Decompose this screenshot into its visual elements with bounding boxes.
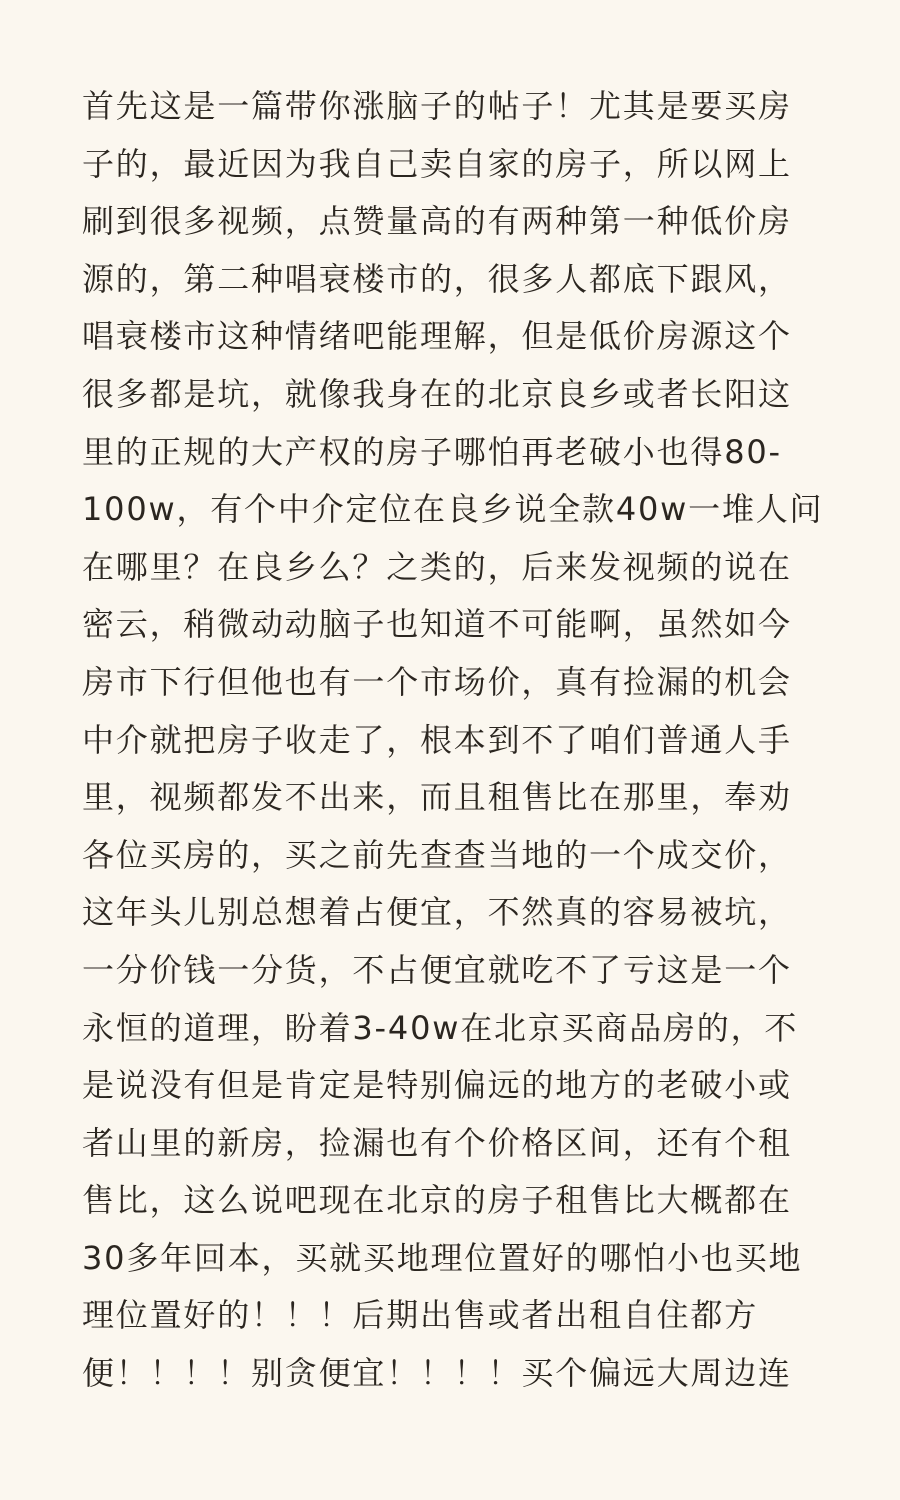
post-line: 源的，第二种唱衰楼市的，很多人都底下跟风， [82,259,792,298]
post-line: 是说没有但是肯定是特别偏远的地方的老破小或 [82,1066,792,1105]
post-line: 100w，有个中介定位在良乡说全款40w一堆人问 [82,490,824,529]
post-line: 首先这是一篇带你涨脑子的帖子！尤其是要买房 [82,87,792,125]
post-line: 30多年回本，买就买地理位置好的哪怕小也买地 [82,1238,803,1277]
post-line: 子的，最近因为我自己卖自家的房子，所以网上 [82,144,792,183]
post-line: 理位置好的！！！后期出售或者出租自住都方 [82,1296,759,1335]
post-line: 在哪里？在良乡么？之类的，后来发视频的说在 [82,547,792,586]
post-line: 里的正规的大产权的房子哪怕再老破小也得80- [82,432,782,471]
post-line: 永恒的道理，盼着3-40w在北京买商品房的，不 [82,1008,799,1047]
post-line: 唱衰楼市这种情绪吧能理解，但是低价房源这个 [82,317,792,356]
post-line: 房市下行但他也有一个市场价，真有捡漏的机会 [82,662,792,701]
post-line: 密云，稍微动动脑子也知道不可能啊，虽然如今 [82,605,792,644]
post-line: 很多都是坑，就像我身在的北京良乡或者长阳这 [82,374,792,413]
post-line: 这年头儿别总想着占便宜，不然真的容易被坑， [82,893,792,932]
post-body [82,78,824,1403]
post-line: 便！！！！别贪便宜！！！！买个偏远大周边连 [82,1354,792,1393]
post-line: 中介就把房子收走了，根本到不了咱们普通人手 [82,720,792,759]
post-line: 里，视频都发不出来，而且租售比在那里，奉劝 [82,778,792,817]
post-line: 者山里的新房，捡漏也有个价格区间，还有个租 [82,1123,792,1162]
post-line: 售比，这么说吧现在北京的房子租售比大概都在 [82,1181,792,1220]
post-line: 刷到很多视频，点赞量高的有两种第一种低价房 [82,202,792,241]
post-line: 一分价钱一分货，不占便宜就吃不了亏这是一个 [82,950,792,989]
post-line: 各位买房的，买之前先查查当地的一个成交价， [82,835,792,874]
